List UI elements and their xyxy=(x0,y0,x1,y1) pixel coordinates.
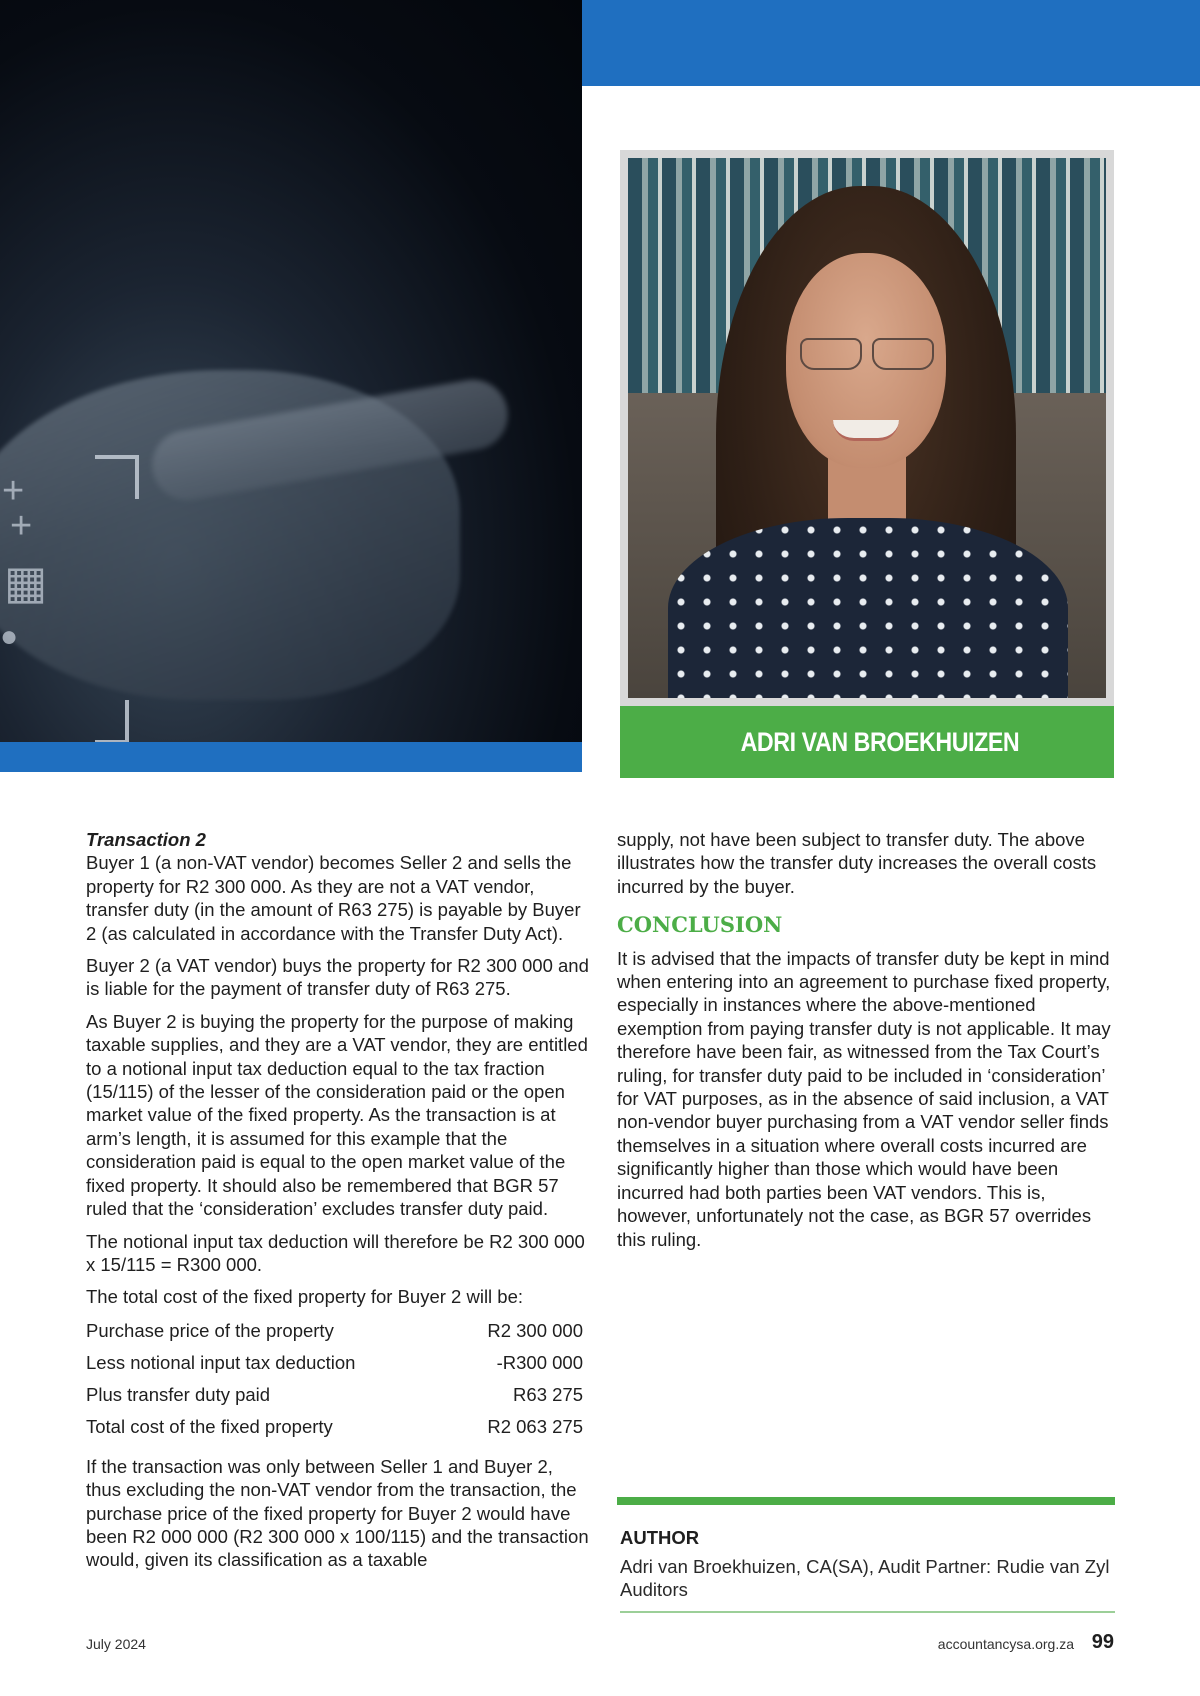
paragraph: If the transaction was only between Seller 1 and Buyer 2, thus excluding the non-VAT vendor from the transaction, the purchase price of the fixed property for Buyer 2 would have been R2 000 000 (R2 300 000 x 100/115) and the transaction would, given its classification as a taxable xyxy=(86,1455,589,1571)
author-bottom-rule xyxy=(620,1611,1115,1613)
row-amount: R2 300 000 xyxy=(487,1320,583,1342)
paragraph: The total cost of the fixed property for Buyer 2 will be: xyxy=(86,1286,524,1308)
blue-band xyxy=(0,742,582,772)
right-column xyxy=(617,828,1115,1260)
paragraph: As Buyer 2 is buying the property for the purpose of making taxable supplies, and they are a VAT vendor, they are entitled to a notional input tax deduction equal to the tax fraction (15/115) of the lesser of the consideration paid or the open market value of the fixed property. As the transaction is at arm’s length, it is assumed for this example that the consideration paid is equal to the open market value of the fixed property. It should also be remembered that BGR 57 ruled that the ‘consideration’ excludes transfer duty paid. xyxy=(86,1010,588,1220)
top-blue-band xyxy=(582,0,1200,86)
hero-photo xyxy=(0,0,582,742)
footer-site: accountancysa.org.za xyxy=(937,1636,1074,1652)
author-name: ADRI VAN BROEKHUIZEN xyxy=(740,726,1020,757)
dot-icon: ● xyxy=(0,620,19,653)
table-row xyxy=(86,1315,583,1347)
page-number: 99 xyxy=(1091,1631,1114,1653)
calculator-icon: ▦ xyxy=(4,556,48,608)
paragraph: supply, not have been subject to transfer duty. The above illustrates how the transfer duty increases the overall costs incurred by the buyer. xyxy=(617,829,1097,897)
footer-date: July 2024 xyxy=(86,1636,146,1652)
corner-bracket-icon xyxy=(95,700,129,742)
author-name-banner xyxy=(620,706,1114,778)
paragraph: It is advised that the impacts of transfer duty be kept in mind when entering into an agreement to purchase fixed property, especially in instances where the above-mentioned exemption from paying transfer duty is not applicable. It may therefore have been fair, as witnessed from the Tax Court’s ruling, for transfer duty paid to be included in ‘consideration’ for VAT purposes, as in the absence of said inclusion, a VAT non-vendor buyer purchasing from a VAT vendor seller finds themselves in a situation where overall costs incurred are significantly higher than those which would have been incurred had both parties been VAT vendors. This is, however, unfortunately not the case, as BGR 57 overrides this ruling. xyxy=(617,947,1111,1250)
row-amount: R63 275 xyxy=(513,1384,583,1406)
author-title: AUTHOR xyxy=(620,1527,700,1548)
paragraph: Buyer 2 (a VAT vendor) buys the property for R2 300 000 and is liable for the payment of transfer duty of R63 275. xyxy=(86,955,589,1000)
author-divider xyxy=(617,1497,1115,1505)
paragraph: The notional input tax deduction will therefore be R2 300 000 x 15/115 = R300 000. xyxy=(86,1230,585,1275)
section-heading: Transaction 2 xyxy=(86,829,206,850)
plus-icon: + xyxy=(2,470,25,512)
author-bio: Adri van Broekhuizen, CA(SA), Audit Partner: Rudie van Zyl Auditors xyxy=(620,1556,1110,1601)
corner-bracket-icon xyxy=(95,455,139,499)
row-label: Purchase price of the property xyxy=(86,1320,334,1342)
left-column xyxy=(86,828,590,1581)
cost-table xyxy=(86,1315,583,1443)
paragraph: Buyer 1 (a non-VAT vendor) becomes Seller 2 and sells the property for R2 300 000. As they are not a VAT vendor, transfer duty (in the amount of R63 275) is payable by Buyer 2 (as calculated in accordance with the Transfer Duty Act). xyxy=(86,852,581,944)
row-label: Total cost of the fixed property xyxy=(86,1416,333,1438)
row-label: Plus transfer duty paid xyxy=(86,1384,271,1406)
table-row xyxy=(86,1411,583,1443)
author-portrait xyxy=(628,158,1106,698)
row-amount: R2 063 275 xyxy=(487,1416,583,1438)
row-label: Less notional input tax deduction xyxy=(86,1352,356,1374)
glasses xyxy=(796,338,936,368)
table-row xyxy=(86,1379,583,1411)
conclusion-heading: CONCLUSION xyxy=(617,912,783,938)
table-row xyxy=(86,1347,583,1379)
row-amount: -R300 000 xyxy=(496,1352,583,1374)
plus-icon: + xyxy=(10,505,33,547)
